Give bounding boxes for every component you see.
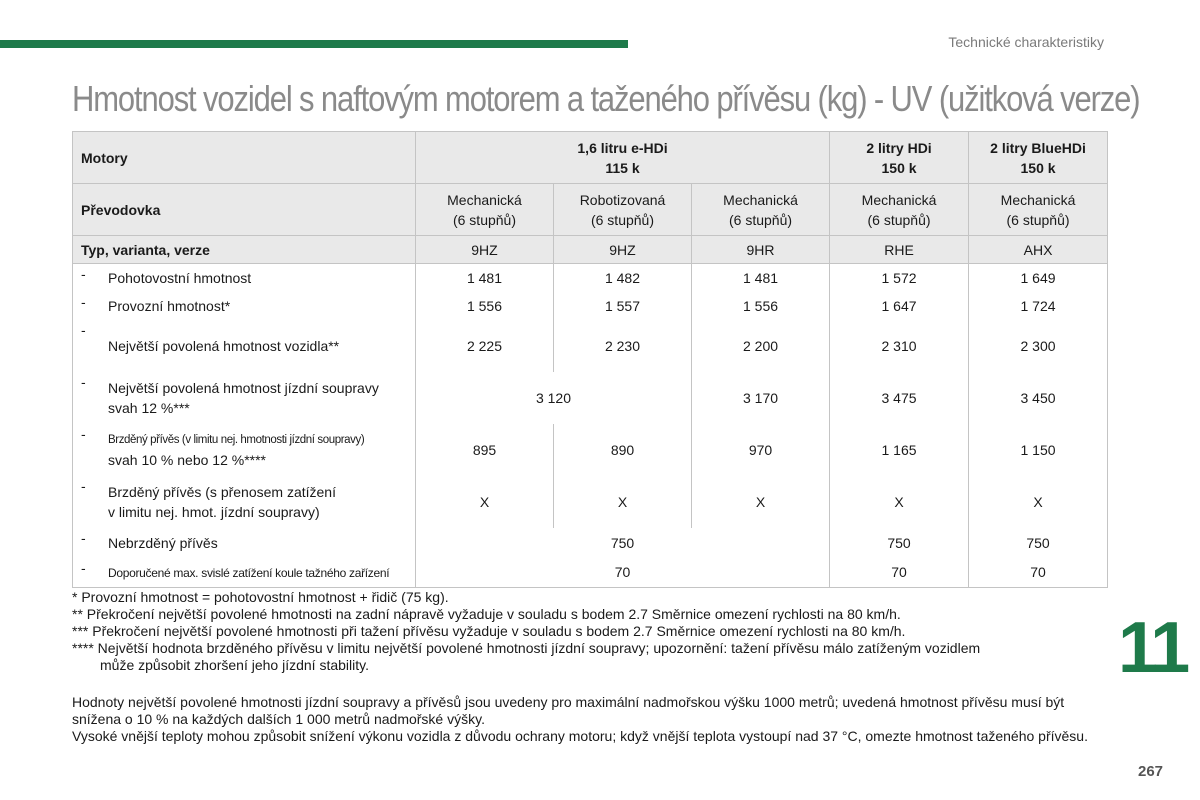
temperature-note: Vysoké vnější teploty mohou způsobit snížení výkonu vozidla z důvodu ochrany motoru; když vnější teplota vystoupí nad 37 °C, omezte hmotnost taženého přívěsu.	[72, 728, 1088, 744]
page-number: 267	[1138, 763, 1164, 780]
table-cell: 1 724	[969, 292, 1108, 320]
table-cell: 970	[692, 424, 830, 476]
table-cell: 1 649	[969, 264, 1108, 292]
row-dash: -	[81, 477, 86, 494]
engine-2-name: 2 litry HDi	[866, 139, 932, 156]
gearbox-type: Mechanická	[861, 191, 937, 208]
row-dash: -	[81, 425, 86, 442]
engine-3-name: 2 litry BlueHDi	[990, 139, 1086, 156]
motory-label: Motory	[73, 132, 416, 184]
table-cell: 1 647	[830, 292, 969, 320]
table-row	[73, 372, 1108, 424]
row-label-text: Provozní hmotnost*	[108, 297, 231, 314]
gearbox-cell	[969, 184, 1108, 236]
row-dash: -	[81, 373, 86, 390]
footnote: **** Největší hodnota brzděného přívěsu v limitu největší povolené hmotnosti jízdní soupravy; upozornění: tažení přívěsu málo zatíženým vozidlem	[72, 640, 981, 656]
table-cell: X	[692, 476, 830, 528]
row-label-text: Největší povolená hmotnost jízdní soupravy	[108, 379, 379, 396]
weights-table	[72, 131, 1108, 588]
engine-1-power: 115 k	[605, 159, 640, 176]
gearbox-cell	[692, 184, 830, 236]
gearbox-type: Mechanická	[1000, 191, 1076, 208]
table-cell: 70	[416, 558, 830, 588]
row-label	[73, 292, 416, 320]
row-dash: -	[81, 559, 86, 576]
gearbox-steps: (6 stupňů)	[1006, 211, 1070, 228]
row-dash: -	[81, 266, 86, 282]
table-cell: 70	[830, 558, 969, 588]
footnote: může způsobit zhoršení jeho jízdní stability.	[100, 657, 369, 673]
gearbox-cell	[830, 184, 969, 236]
engine-1-name: 1,6 litru e-HDi	[577, 139, 668, 156]
type-cell: 9HZ	[554, 236, 692, 264]
row-label	[73, 424, 416, 476]
table-cell: 1 572	[830, 264, 969, 292]
table-cell: 895	[416, 424, 554, 476]
row-label-text: Brzděný přívěs (s přenosem zatížení	[108, 483, 336, 500]
engine-3-header	[969, 132, 1108, 184]
footnotes	[72, 589, 1112, 745]
gearbox-type: Mechanická	[723, 191, 798, 208]
table-row	[73, 292, 1108, 320]
engine-1-header	[416, 132, 830, 184]
table-cell: 3 475	[830, 372, 969, 424]
table-cell: 2 200	[692, 320, 830, 372]
gearbox-steps: (6 stupňů)	[590, 211, 655, 228]
table-cell: 1 150	[969, 424, 1108, 476]
row-label	[73, 372, 416, 424]
row-dash: -	[81, 293, 86, 310]
type-row	[73, 236, 1108, 264]
gearbox-steps: (6 stupňů)	[867, 211, 931, 228]
section-title: Technické charakteristiky	[948, 34, 1104, 50]
table-cell: 1 482	[554, 264, 692, 292]
table-row	[73, 320, 1108, 372]
table-row	[73, 528, 1108, 558]
table-cell: 1 556	[416, 292, 554, 320]
chapter-number: 11	[1118, 608, 1187, 688]
type-label: Typ, varianta, verze	[73, 236, 416, 264]
table-cell: 750	[830, 528, 969, 558]
table-cell: 1 481	[692, 264, 830, 292]
engine-2-header	[830, 132, 969, 184]
gearbox-cell	[554, 184, 692, 236]
table-row	[73, 264, 1108, 292]
row-label	[73, 558, 416, 588]
table-cell: 2 300	[969, 320, 1108, 372]
row-dash: -	[81, 529, 86, 546]
table-cell: 890	[554, 424, 692, 476]
engine-2-power: 150 k	[881, 159, 917, 176]
gearbox-label: Převodovka	[73, 184, 416, 236]
top-accent-bar	[0, 40, 628, 48]
gearbox-row	[73, 184, 1108, 236]
row-label	[73, 528, 416, 558]
row-label-text: svah 12 %***	[108, 399, 190, 416]
table-cell: 1 556	[692, 292, 830, 320]
table-cell: 1 481	[416, 264, 554, 292]
table-cell: 1 165	[830, 424, 969, 476]
row-label-text: Brzděný přívěs (v limitu nej. hmotnosti jízdní soupravy)	[108, 433, 365, 446]
table-row	[73, 558, 1108, 588]
footnote: * Provozní hmotnost = pohotovostní hmotnost + řidič (75 kg).	[72, 589, 449, 605]
table-cell: 1 557	[554, 292, 692, 320]
table-cell: X	[554, 476, 692, 528]
row-label-text: Nebrzděný přívěs	[108, 534, 218, 551]
gearbox-steps: (6 stupňů)	[728, 211, 793, 228]
page-title: Hmotnost vozidel s naftovým motorem a taženého přívěsu (kg) - UV (užitková verze)	[72, 78, 1140, 119]
table-cell: X	[969, 476, 1108, 528]
row-dash: -	[81, 321, 86, 338]
engine-3-power: 150 k	[1020, 159, 1056, 176]
table-cell: X	[416, 476, 554, 528]
gearbox-type: Mechanická	[447, 191, 522, 208]
table-cell: 2 230	[554, 320, 692, 372]
table-row	[73, 424, 1108, 476]
table-row	[73, 476, 1108, 528]
table-cell: X	[830, 476, 969, 528]
row-label-text: Doporučené max. svislé zatížení koule tažného zařízení	[108, 565, 390, 580]
footnote: ** Překročení největší povolené hmotnosti na zadní nápravě vyžaduje v souladu s bodem 2.7 Směrnice omezení rychlosti na 80 km/h.	[72, 606, 901, 622]
table-cell: 750	[969, 528, 1108, 558]
type-cell: 9HZ	[416, 236, 554, 264]
table-cell: 70	[969, 558, 1108, 588]
table-cell: 3 170	[692, 372, 830, 424]
gearbox-type: Robotizovaná	[579, 191, 666, 208]
gearbox-steps: (6 stupňů)	[452, 211, 517, 228]
gearbox-cell	[416, 184, 554, 236]
table-cell: 3 450	[969, 372, 1108, 424]
row-label	[73, 264, 416, 292]
type-cell: RHE	[830, 236, 969, 264]
row-label-text: v limitu nej. hmot. jízdní soupravy)	[108, 503, 320, 520]
footnote: *** Překročení největší povolené hmotnosti při tažení přívěsu vyžaduje v souladu s bodem 2.7 Směrnice omezení rychlosti na 80 km/h.	[72, 623, 906, 639]
row-label-text: Pohotovostní hmotnost	[108, 269, 252, 286]
type-cell: AHX	[969, 236, 1108, 264]
row-label	[73, 320, 416, 372]
table-cell: 750	[416, 528, 830, 558]
row-label	[73, 476, 416, 528]
table-cell: 2 310	[830, 320, 969, 372]
row-label-text: svah 10 % nebo 12 %****	[108, 451, 266, 468]
row-label-text: Největší povolená hmotnost vozidla**	[108, 337, 340, 354]
type-cell: 9HR	[692, 236, 830, 264]
table-cell: 2 225	[416, 320, 554, 372]
table-cell: 3 120	[416, 372, 692, 424]
altitude-note: Hodnoty největší povolené hmotnosti jízdní soupravy a přívěsů jsou uvedeny pro maximální nadmořskou výšku 1000 metrů; uvedená hmotnost přívěsu musí být snížena o 10 % na každých dalších 1 000 metrů nadmořské výšky.	[72, 694, 1065, 727]
engines-row	[73, 132, 1108, 184]
